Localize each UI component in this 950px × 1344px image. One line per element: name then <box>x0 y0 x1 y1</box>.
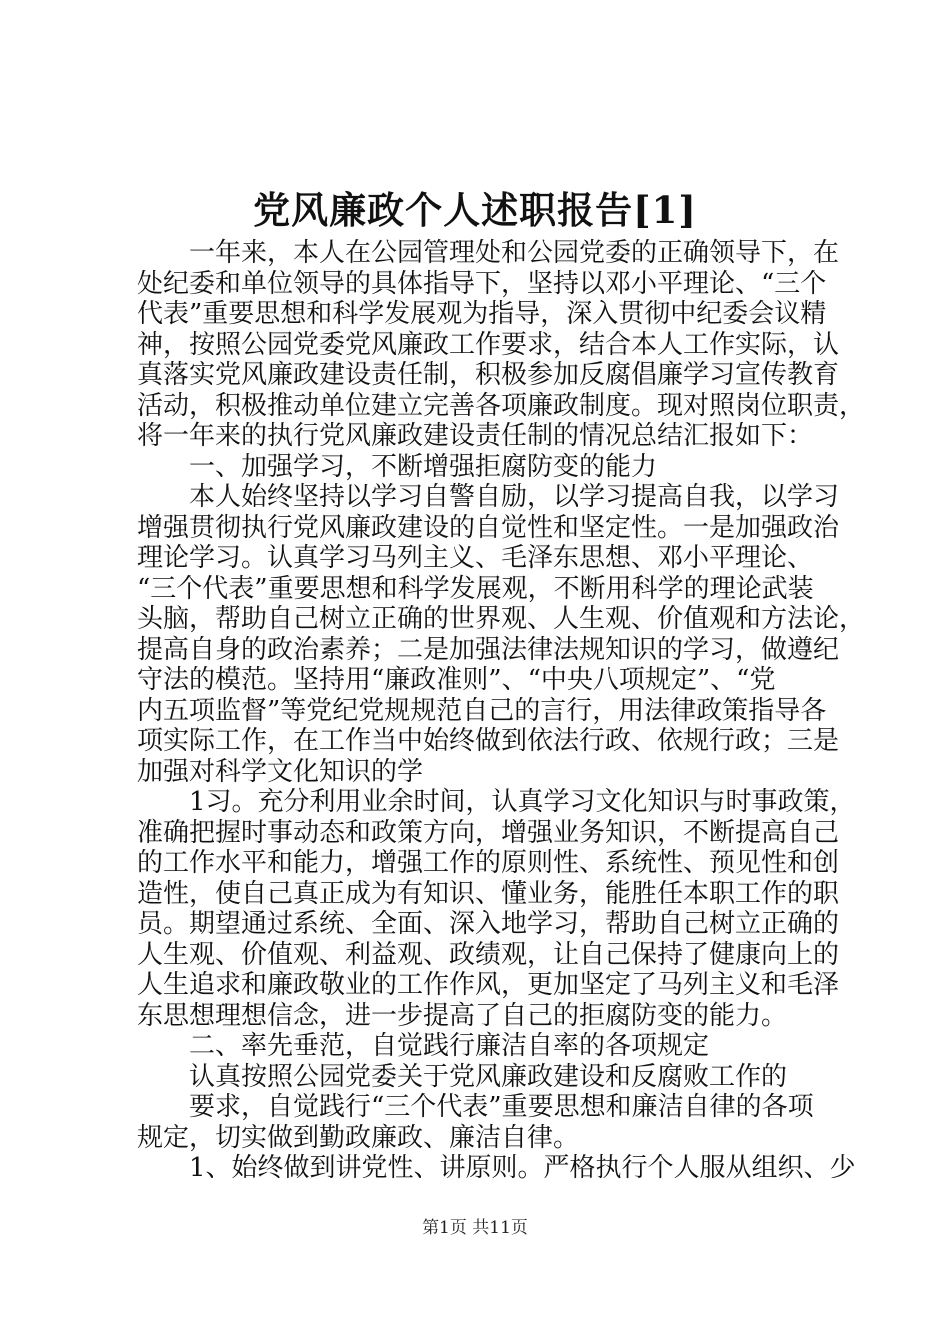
body-line: 守法的模范。坚持用“廉政准则”、“中央八项规定”、“党 <box>137 665 776 695</box>
body-line: 活动，积极推动单位建立完善各项廉政制度。现对照岗位职责， <box>137 390 866 421</box>
document-body <box>137 238 866 1184</box>
section-heading: 一、加强学习，不断增强拒腐防变的能力 <box>137 451 658 482</box>
body-line: 内五项监督”等党纪党规规范自己的言行，用法律政策指导各 <box>137 695 827 726</box>
body-line: 神，按照公园党委党风廉政工作要求，结合本人工作实际，认 <box>137 329 840 360</box>
body-line: 人生观、价值观、利益观、政绩观，让自己保持了健康向上的 <box>137 939 840 970</box>
body-line: 一年来，本人在公园管理处和公园党委的正确领导下，在 <box>137 238 840 268</box>
body-line: 理论学习。认真学习马列主义、毛泽东思想、邓小平理论、 <box>137 543 814 573</box>
body-line: 本人始终坚持以学习自警自励，以学习提高自我，以学习 <box>137 482 840 512</box>
body-line: 处纪委和单位领导的具体指导下，坚持以邓小平理论、“三个 <box>137 268 827 299</box>
body-line: 造性，使自己真正成为有知识、懂业务，能胜任本职工作的职 <box>137 878 840 909</box>
body-line: 项实际工作，在工作当中始终做到依法行政、依规行政；三是 <box>137 726 840 756</box>
body-line: 真落实党风廉政建设责任制，积极参加反腐倡廉学习宣传教育 <box>137 360 840 390</box>
body-line: 东思想理想信念，进一步提高了自己的拒腐防变的能力。 <box>137 1000 788 1031</box>
body-line: “三个代表”重要思想和科学发展观，不断用科学的理论武装 <box>137 573 814 604</box>
body-line: 加强对科学文化知识的学 <box>137 756 424 787</box>
section-heading: 二、率先垂范，自觉践行廉洁自率的各项规定 <box>137 1031 710 1061</box>
body-line: 1习。充分利用业余时间，认真学习文化知识与时事政策， <box>137 787 856 817</box>
body-line: 准确把握时事动态和政策方向，增强业务知识，不断提高自己 <box>137 817 840 848</box>
body-line: 代表”重要思想和科学发展观为指导，深入贯彻中纪委会议精 <box>137 299 827 329</box>
body-line: 头脑，帮助自己树立正确的世界观、人生观、价值观和方法论， <box>137 604 866 634</box>
document-title: 党风廉政个人述职报告[1] <box>253 188 697 232</box>
body-line: 认真按照公园党委关于党风廉政建设和反腐败工作的 <box>137 1061 788 1092</box>
page-number: 第1页 共11页 <box>422 1218 528 1238</box>
body-line: 1、始终做到讲党性、讲原则。严格执行个人服从组织、少 <box>137 1153 856 1183</box>
body-line: 将一年来的执行党风廉政建设责任制的情况总结汇报如下： <box>137 421 814 451</box>
body-line: 人生追求和廉政敬业的工作作风，更加坚定了马列主义和毛泽 <box>137 970 840 1000</box>
body-line: 要求，自觉践行“三个代表”重要思想和廉洁自律的各项 <box>137 1092 814 1122</box>
body-line: 提高自身的政治素养；二是加强法律法规知识的学习，做遵纪 <box>137 634 840 665</box>
body-line: 增强贯彻执行党风廉政建设的自觉性和坚定性。一是加强政治 <box>137 512 840 543</box>
body-line: 员。期望通过系统、全面、深入地学习，帮助自己树立正确的 <box>137 909 840 939</box>
body-line: 规定，切实做到勤政廉政、廉洁自律。 <box>137 1122 580 1153</box>
body-line: 的工作水平和能力，增强工作的原则性、系统性、预见性和创 <box>137 848 840 878</box>
